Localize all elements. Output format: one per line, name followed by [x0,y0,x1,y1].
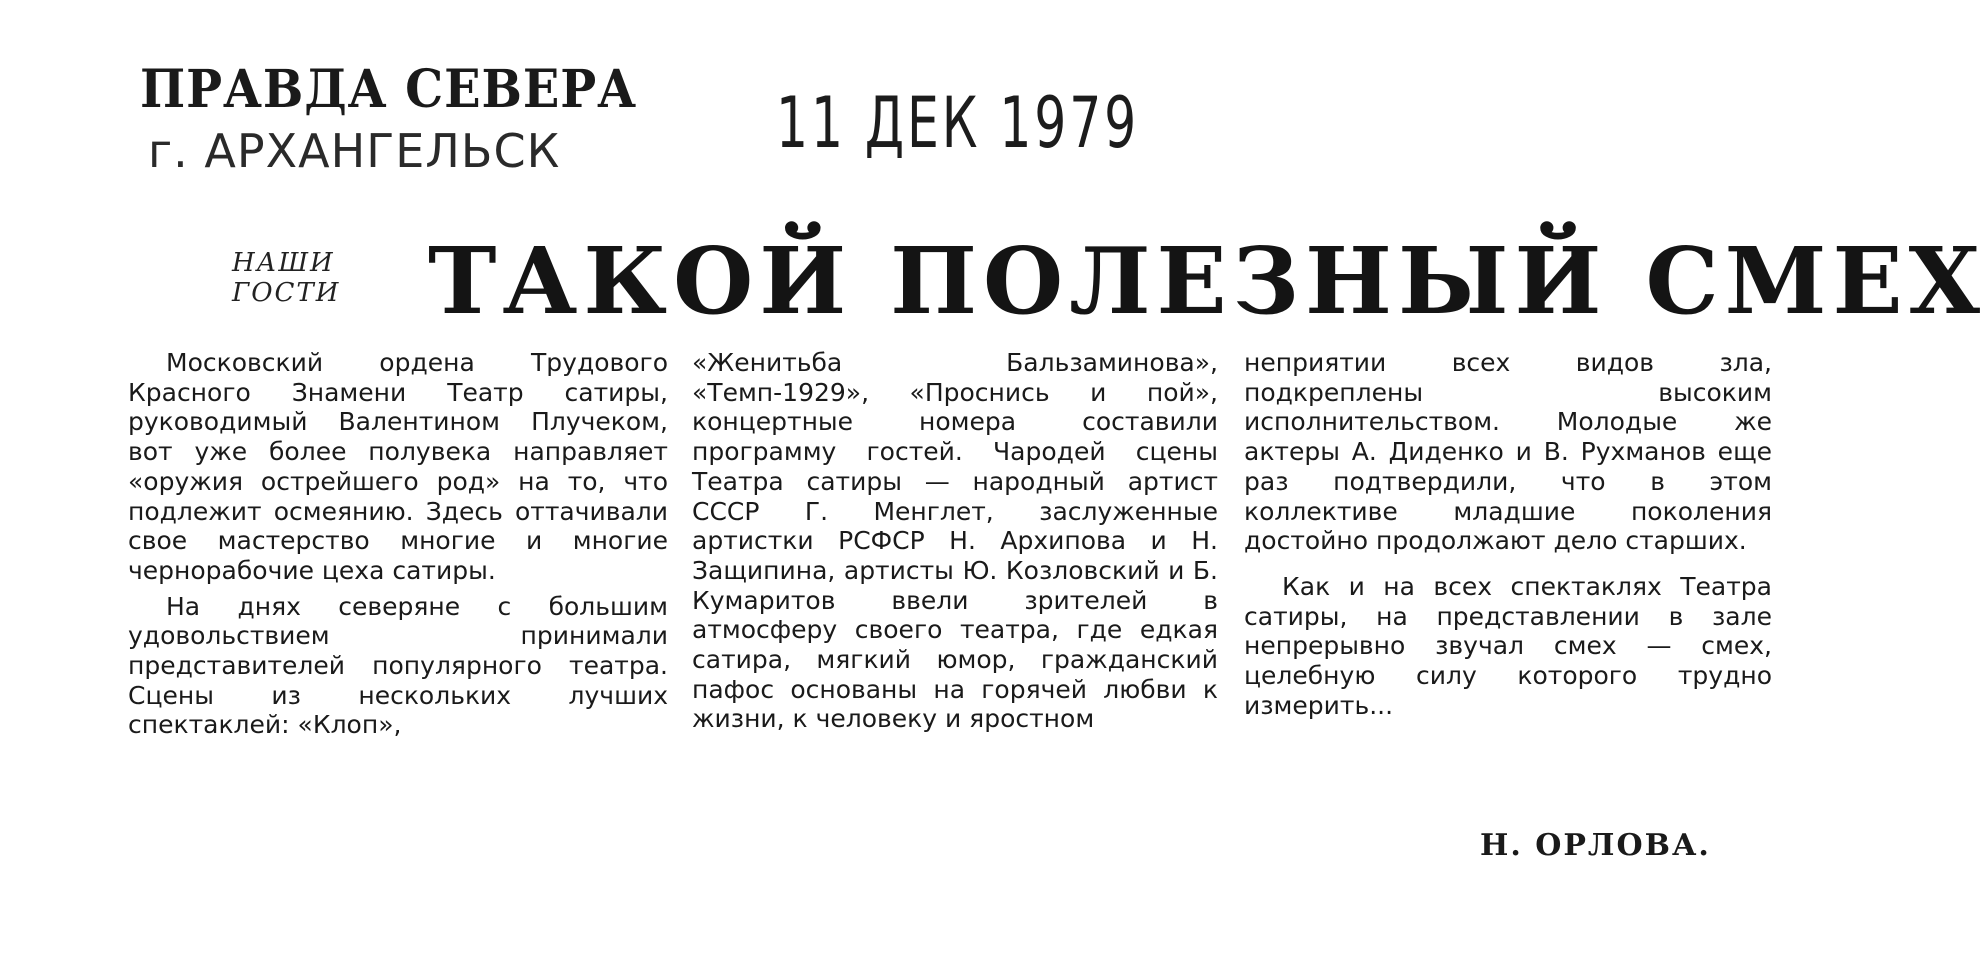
article-headline: ТАКОЙ ПОЛЕЗНЫЙ СМЕХ [428,227,1986,335]
rubric-line-2: ГОСТИ [232,278,341,308]
publication-city: г. АРХАНГЕЛЬСК [148,124,561,178]
rubric [232,248,340,308]
paragraph: неприятии всех видов зла, подкреплены высоким исполнительством. Молодые же актеры А. Диденко и В. Рухманов еще раз подтвердили, что в этом коллективе младшие поколения достойно продолжают дело старших. [1244,348,1772,556]
publication-stamp [140,59,638,178]
article-column-2 [692,348,1218,734]
date-stamp: 11 ДЕК 1979 [776,82,1140,164]
paragraph: Как и на всех спектаклях Театра сатиры, на представлении в зале непрерывно звучал смех — смех, целебную силу которого трудно измерить... [1244,571,1772,720]
author-signature: Н. ОРЛОВА. [1480,828,1711,863]
article-column-3 [1244,348,1772,720]
publication-name: ПРАВДА СЕВЕРА [140,59,638,120]
paragraph: Московский ордена Трудового Красного Знамени Театр сатиры, руководимый Валентином Плучеком, вот уже более полувека направляет «оружия острейшего род» на то, что подлежит осмеянию. Здесь оттачивали свое мастерство многие и многие чернорабочие цеха сатиры. [128,348,668,585]
article-column-1 [128,348,668,740]
rubric-line-1: НАШИ [232,248,335,278]
paragraph: На днях северяне с большим удовольствием принимали представителей популярного театра. Сцены из нескольких лучших спектаклей: «Клоп», [128,591,668,740]
paragraph: «Женитьба Бальзаминова», «Темп-1929», «Проснись и пой», концертные номера составили программу гостей. Чародей сцены Театра сатиры — народный артист СССР Г. Менглет, заслуженные артистки РСФСР Н. Архипова и Н. Защипина, артисты Ю. Козловский и Б. Кумаритов ввели зрителей в атмосферу своего театра, где едкая сатира, мягкий юмор, гражданский пафос основаны на горячей любви к жизни, к человеку и яростном [692,348,1218,734]
